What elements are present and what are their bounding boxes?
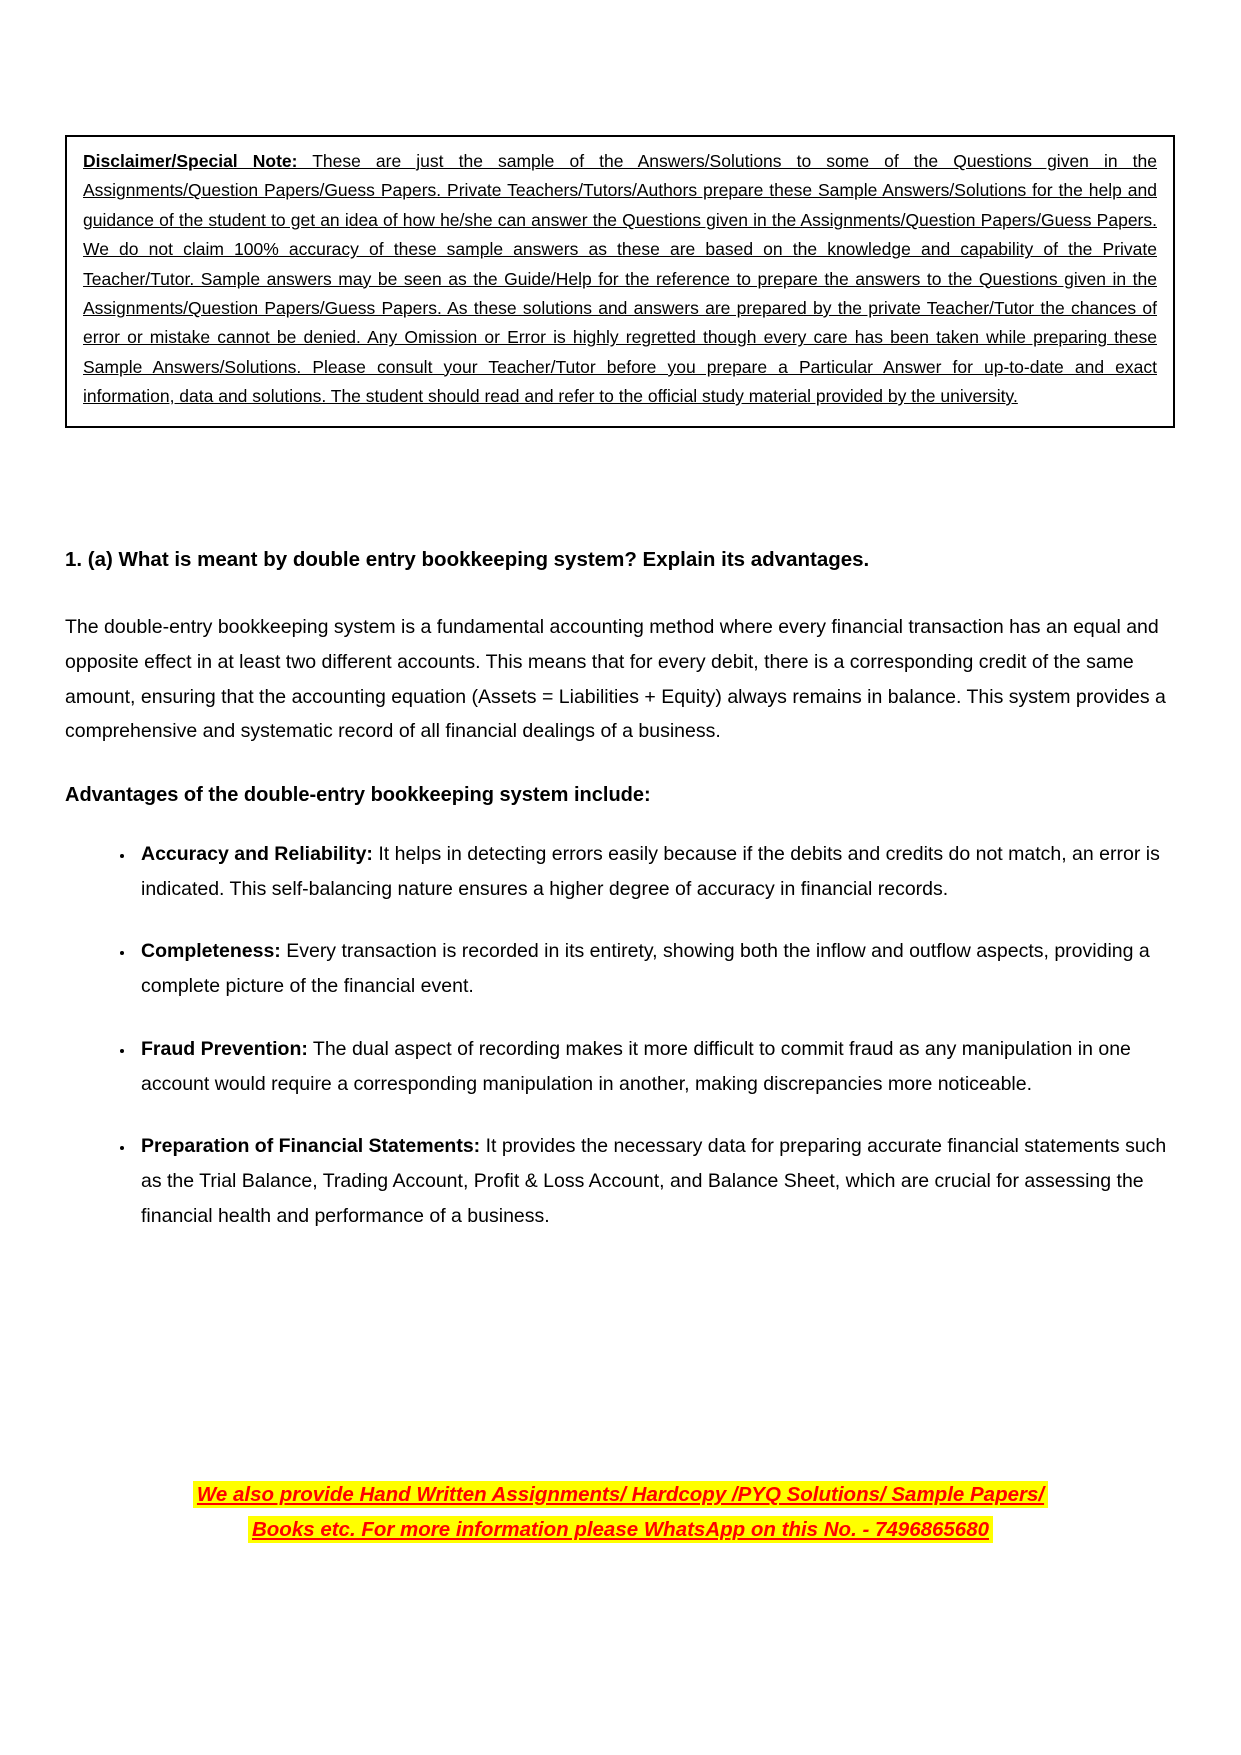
page-content bbox=[65, 0, 1175, 1261]
disclaimer-box bbox=[65, 135, 1175, 428]
list-item bbox=[135, 837, 1175, 906]
bullet-label: Completeness: bbox=[141, 940, 281, 963]
bullet-text: The dual aspect of recording makes it more difficult to commit fraud as any manipulation in one account would require a corresponding manipulation in another, making discrepancies more noticeable. bbox=[141, 1037, 1131, 1095]
footer-line-2: Books etc. For more information please WhatsApp on this No. - 7496865680 bbox=[248, 1516, 993, 1543]
bullet-text: It provides the necessary data for preparing accurate financial statements such as the Trial Balance, Trading Account, Profit & Loss Account, and Balance Sheet, which are crucial for assessing the financial health and performance of a business. bbox=[141, 1135, 1167, 1227]
disclaimer-text: These are just the sample of the Answers/Solutions to some of the Questions given in the Assignments/Question Papers/Guess Papers. Private Teachers/Tutors/Authors prepare these Sample Answers/Solutions for the help and guidance of the student to get an idea of how he/she can answer the Questions given in the Assignments/Question Papers/Guess Papers. We do not claim 100% accuracy of these sample answers as these are based on the knowledge and capability of the Private Teacher/Tutor. Sample answers may be seen as the Guide/Help for the reference to prepare the answers to the Questions given in the Assignments/Question Papers/Guess Papers. As these solutions and answers are prepared by the private Teacher/Tutor the chances of error or mistake cannot be denied. Any Omission or Error is highly regretted though every care has been taken while preparing these Sample Answers/Solutions. Please consult your Teacher/Tutor before you prepare a Particular Answer for up-to-date and exact information, data and solutions. The student should read and refer to the official study material provided by the university. bbox=[83, 151, 1158, 407]
bullet-label: Preparation of Financial Statements: bbox=[141, 1135, 481, 1158]
advantages-heading: Advantages of the double-entry bookkeeping system include: bbox=[65, 784, 651, 807]
list-item bbox=[135, 1032, 1175, 1101]
list-item bbox=[135, 1129, 1175, 1233]
bullet-label: Fraud Prevention: bbox=[141, 1037, 308, 1060]
bullet-text: It helps in detecting errors easily because if the debits and credits do not match, an error is indicated. This self-balancing nature ensures a higher degree of accuracy in financial records. bbox=[141, 843, 1160, 900]
answer-intro-paragraph: The double-entry bookkeeping system is a fundamental accounting method where every financial transaction has an equal and opposite effect in at least two different accounts. This means that for every debit, there is a corresponding credit of the same amount, ensuring that the accounting equation (Assets = Liabilities + Equity) always remains in balance. This system provides a comprehensive and systematic record of all financial dealings of a business. bbox=[65, 616, 1166, 743]
disclaimer-label: Disclaimer/Special Note: bbox=[83, 151, 298, 171]
footer-line-1: We also provide Hand Written Assignments/ Hardcopy /PYQ Solutions/ Sample Papers/ bbox=[193, 1481, 1048, 1508]
advantages-list bbox=[65, 837, 1175, 1233]
question-heading: 1. (a) What is meant by double entry bookkeeping system? Explain its advantages. bbox=[65, 547, 870, 571]
bullet-label: Accuracy and Reliability: bbox=[141, 843, 373, 866]
list-item bbox=[135, 934, 1175, 1003]
bullet-text: Every transaction is recorded in its entirety, showing both the inflow and outflow aspects, providing a complete picture of the financial event. bbox=[141, 940, 1150, 998]
footer-note bbox=[0, 1478, 1241, 1548]
